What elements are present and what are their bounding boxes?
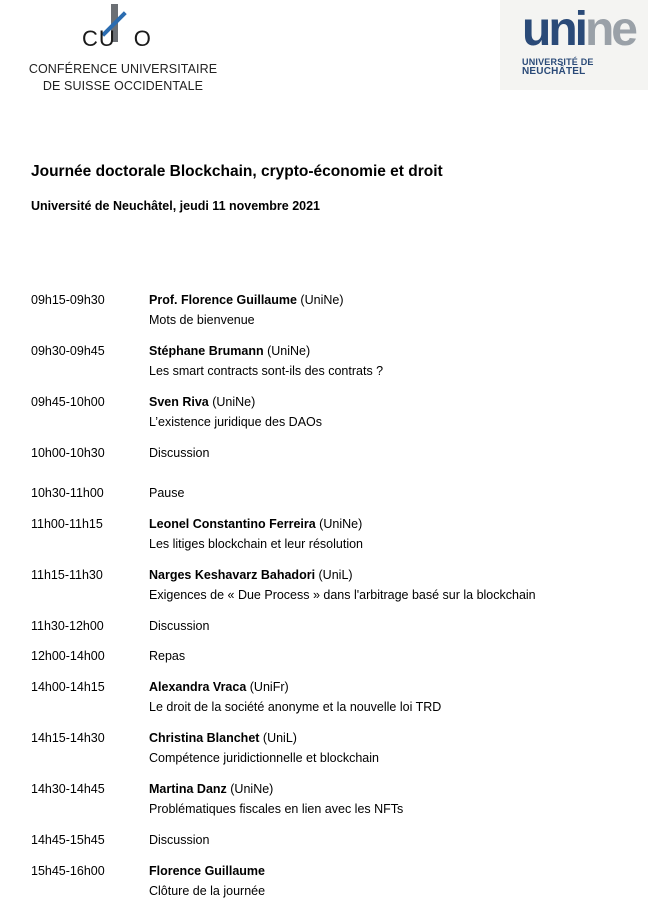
schedule-time: 12h00-14h00 <box>31 649 105 663</box>
schedule-content <box>149 779 629 819</box>
schedule-speaker: Florence Guillaume <box>149 864 266 878</box>
schedule-affiliation: (UniNe) <box>263 344 311 358</box>
unine-wordmark-light: ne <box>584 3 635 56</box>
page-subtitle: Université de Neuchâtel, jeudi 11 novembre 2021 <box>31 199 321 213</box>
schedule-affiliation: (UniNe) <box>296 293 344 307</box>
schedule-content <box>149 483 629 503</box>
schedule-topic: Discussion <box>149 446 210 460</box>
schedule-content <box>149 443 629 463</box>
schedule-time: 14h00-14h15 <box>31 680 105 694</box>
cuso-name-line1: CONFÉRENCE UNIVERSITAIRE <box>28 62 218 76</box>
schedule-content <box>149 616 629 636</box>
schedule-time: 14h15-14h30 <box>31 731 105 745</box>
cuso-logo <box>28 4 218 96</box>
schedule-affiliation: (UniFr) <box>246 680 289 694</box>
schedule-time: 14h30-14h45 <box>31 782 105 796</box>
schedule-speaker: Sven Riva <box>149 395 209 409</box>
schedule-affiliation: (UniL) <box>315 568 353 582</box>
schedule-affiliation: (UniL) <box>259 731 297 745</box>
unine-wordmark-main: uni <box>522 3 585 56</box>
schedule-topic: Les litiges blockchain et leur résolution <box>149 537 364 551</box>
schedule-content <box>149 861 629 901</box>
schedule-time: 11h15-11h30 <box>31 568 103 582</box>
schedule-content <box>149 514 629 554</box>
schedule-content <box>149 646 629 666</box>
schedule-topic: Les smart contracts sont-ils des contrats ? <box>149 364 384 378</box>
schedule-time: 09h15-09h30 <box>31 293 105 307</box>
cuso-name-line2: DE SUISSE OCCIDENTALE <box>42 79 204 93</box>
schedule-topic: Exigences de « Due Process » dans l'arbitrage basé sur la blockchain <box>149 588 536 602</box>
schedule-speaker: Prof. Florence Guillaume <box>149 293 297 307</box>
schedule-topic: Discussion <box>149 833 210 847</box>
schedule-speaker: Christina Blanchet <box>149 731 260 745</box>
schedule-topic: Pause <box>149 486 185 500</box>
schedule-time: 10h30-11h00 <box>31 486 104 500</box>
schedule-affiliation: (UniNe) <box>208 395 256 409</box>
schedule-topic: Repas <box>149 649 186 663</box>
schedule-time: 11h30-12h00 <box>31 619 104 633</box>
schedule-time: 11h00-11h15 <box>31 517 103 531</box>
schedule-content <box>149 728 629 768</box>
schedule-topic: Discussion <box>149 619 210 633</box>
schedule-topic: Le droit de la société anonyme et la nouvelle loi TRD <box>149 700 442 714</box>
schedule-content <box>149 830 629 850</box>
schedule-affiliation: (UniNe) <box>226 782 274 796</box>
schedule-content <box>149 392 629 432</box>
schedule-speaker: Narges Keshavarz Bahadori <box>149 568 316 582</box>
schedule-speaker: Leonel Constantino Ferreira <box>149 517 316 531</box>
unine-name-line2: NEUCHÂTEL <box>522 66 586 77</box>
page-title: Journée doctorale Blockchain, crypto-économie et droit <box>31 163 443 180</box>
schedule-speaker: Stéphane Brumann <box>149 344 264 358</box>
schedule-affiliation: (UniNe) <box>315 517 363 531</box>
schedule-speaker: Alexandra Vraca <box>149 680 247 694</box>
schedule-time: 09h30-09h45 <box>31 344 105 358</box>
cuso-wordmark: CU O <box>82 26 152 51</box>
unine-name-line1: UNIVERSITÉ DE <box>522 57 594 67</box>
schedule-time: 10h00-10h30 <box>31 446 105 460</box>
schedule-content <box>149 677 629 717</box>
schedule-topic: Clôture de la journée <box>149 884 266 898</box>
schedule-speaker: Martina Danz <box>149 782 227 796</box>
unine-wordmark <box>522 2 635 58</box>
schedule-time: 14h45-15h45 <box>31 833 105 847</box>
schedule-content <box>149 565 629 605</box>
schedule-topic: Compétence juridictionnelle et blockchain <box>149 751 379 765</box>
schedule-content <box>149 290 629 330</box>
schedule-topic: Problématiques fiscales en lien avec les NFTs <box>149 802 404 816</box>
schedule-content <box>149 341 629 381</box>
schedule-time: 15h45-16h00 <box>31 864 105 878</box>
schedule-time: 09h45-10h00 <box>31 395 105 409</box>
schedule-topic: Mots de bienvenue <box>149 313 255 327</box>
schedule-topic: L’existence juridique des DAOs <box>149 415 323 429</box>
unine-logo <box>500 0 648 90</box>
